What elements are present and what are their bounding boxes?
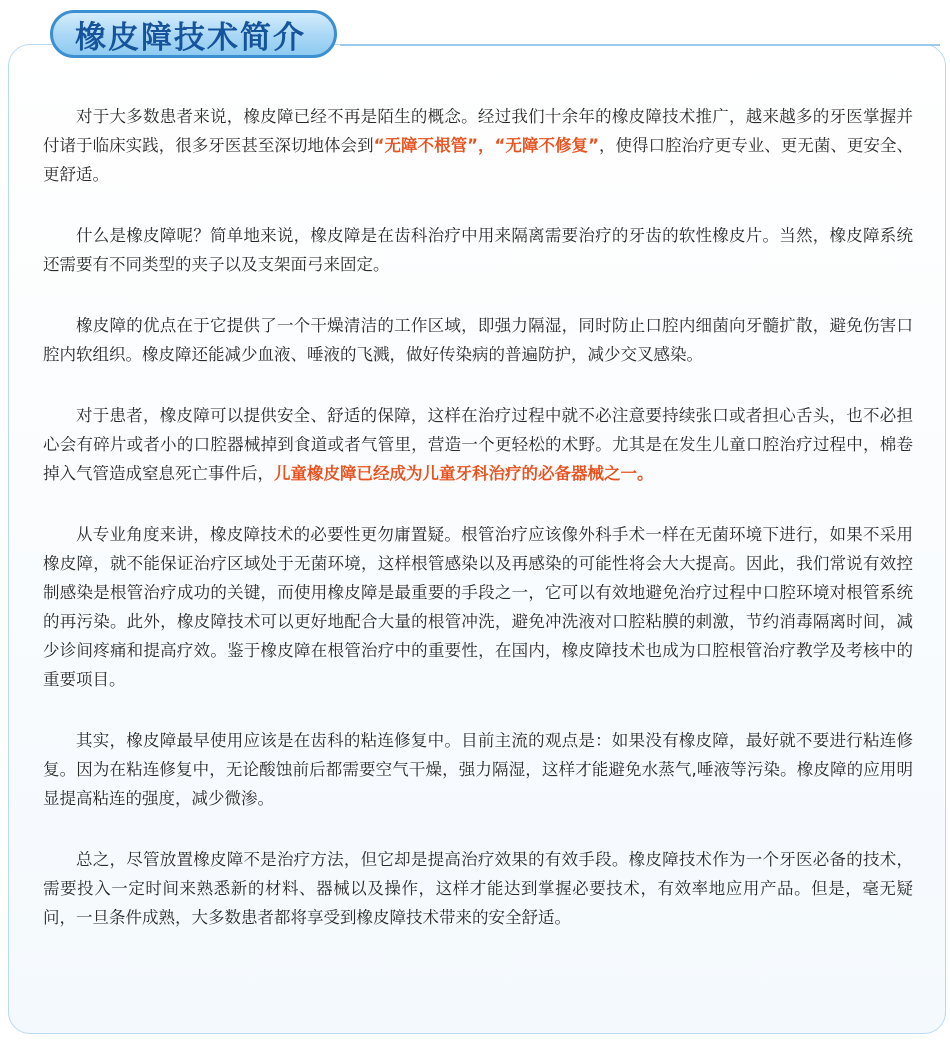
paragraph-2 [43, 221, 913, 279]
paragraph-1-tail: ，使得口腔治疗更专业、更无菌、更安全、更舒适。 [43, 136, 913, 184]
paragraph-6 [43, 726, 913, 813]
paragraph-1 [43, 102, 913, 189]
paragraph-6-text: 其实，橡皮障最早使用应该是在齿科的粘连修复中。目前主流的观点是：如果没有橡皮障，最好就不要进行粘连修复。因为在粘连修复中，无论酸蚀前后都需要空气干燥，强力隔湿，这样才能避免水蒸气,唾液等污染。橡皮障的应用明显提高粘连的强度，减少微渗。 [43, 731, 913, 808]
paragraph-4-text: 对于患者，橡皮障可以提供安全、舒适的保障，这样在治疗过程中就不必注意要持续张口或者担心舌头，也不必担心会有碎片或者小的口腔器械掉到食道或者气管里，营造一个更轻松的术野。尤其是在发生儿童口腔治疗过程中，棉卷掉入气管造成窒息死亡事件后， [43, 406, 913, 483]
paragraph-7-text: 总之，尽管放置橡皮障不是治疗方法，但它却是提高治疗效果的有效手段。橡皮障技术作为一个牙医必备的技术，需要投入一定时间来熟悉新的材料、器械以及操作，这样才能达到掌握必要技术，有效率地应用产品。但是，毫无疑问，一旦条件成熟，大多数患者都将享受到橡皮障技术带来的安全舒适。 [43, 850, 913, 927]
article-body [43, 102, 913, 964]
paragraph-3 [43, 311, 913, 369]
title-divider [340, 44, 940, 46]
paragraph-3-text: 橡皮障的优点在于它提供了一个干燥清洁的工作区域，即强力隔湿，同时防止口腔内细菌向牙髓扩散，避免伤害口腔内软组织。橡皮障还能减少血液、唾液的飞溅，做好传染病的普遍防护，减少交叉感染。 [43, 316, 913, 364]
paragraph-4-highlight: 儿童橡皮障已经成为儿童牙科治疗的必备器械之一。 [274, 464, 654, 483]
paragraph-1-text: 对于大多数患者来说，橡皮障已经不再是陌生的概念。经过我们十余年的橡皮障技术推广，越来越多的牙医掌握并付诸于临床实践，很多牙医甚至深切地体会到 [43, 107, 913, 155]
paragraph-1-highlight: “无障不根管”，“无障不修复” [373, 136, 599, 155]
title-banner [50, 10, 337, 58]
paragraph-7 [43, 845, 913, 932]
paragraph-4 [43, 401, 913, 488]
paragraph-5 [43, 520, 913, 694]
paragraph-2-text: 什么是橡皮障呢？简单地来说，橡皮障是在齿科治疗中用来隔离需要治疗的牙齿的软性橡皮片。当然，橡皮障系统还需要有不同类型的夹子以及支架面弓来固定。 [43, 226, 913, 274]
page-title: 橡皮障技术简介 [75, 19, 306, 56]
paragraph-5-text: 从专业角度来讲，橡皮障技术的必要性更勿庸置疑。根管治疗应该像外科手术一样在无菌环境下进行，如果不采用橡皮障，就不能保证治疗区域处于无菌环境，这样根管感染以及再感染的可能性将会大大提高。因此，我们常说有效控制感染是根管治疗成功的关键，而使用橡皮障是最重要的手段之一，它可以有效地避免治疗过程中口腔环境对根管系统的再污染。此外，橡皮障技术可以更好地配合大量的根管冲洗，避免冲洗液对口腔粘膜的刺激，节约消毒隔离时间，减少诊间疼痛和提高疗效。鉴于橡皮障在根管治疗中的重要性，在国内，橡皮障技术也成为口腔根管治疗教学及考核中的重要项目。 [43, 525, 913, 689]
